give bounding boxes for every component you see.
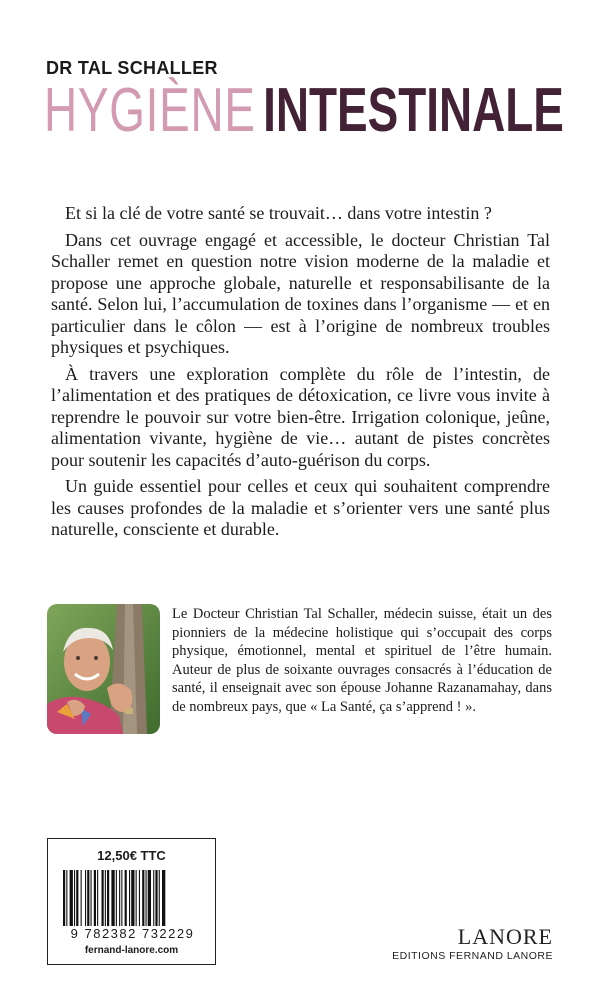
barcode-bar bbox=[125, 870, 127, 926]
barcode-bar bbox=[129, 870, 130, 926]
back-cover-blurb bbox=[51, 203, 550, 546]
website-label: fernand-lanore.com bbox=[84, 945, 179, 956]
barcode-bar bbox=[139, 870, 140, 926]
barcode-bar bbox=[105, 870, 106, 926]
barcode-bar bbox=[121, 870, 122, 926]
blurb-paragraph: Et si la clé de votre santé se trouvait… dans votre intestin ? bbox=[65, 203, 492, 223]
barcode-bar bbox=[162, 870, 165, 926]
barcode-bar bbox=[119, 870, 120, 926]
barcode-bar bbox=[116, 870, 117, 926]
barcode-bar bbox=[146, 870, 147, 926]
barcode-bar bbox=[155, 870, 157, 926]
publisher-logo: LANORE bbox=[457, 924, 553, 949]
book-title bbox=[44, 76, 564, 145]
barcode-bar bbox=[102, 870, 104, 926]
isbn-number: 9 782382 732229 bbox=[70, 926, 195, 941]
publisher-name: EDITIONS FERNAND LANORE bbox=[392, 950, 553, 962]
barcode-bar bbox=[148, 870, 151, 926]
title-part-2: INTESTINALE bbox=[263, 76, 564, 145]
barcode-bar bbox=[87, 870, 89, 926]
barcode-bar bbox=[91, 870, 92, 926]
blurb-paragraph: Dans cet ouvrage engagé et accessible, le docteur Christian Tal Schaller remet en question notre vision moderne de la maladie et propose une approche globale, naturelle et responsabilisante de la santé. Selon lui, l’accumulation de toxines dans l’organisme — et en particulier dans le côlon — est à l’origine de nombreux troubles physiques et psychiques. bbox=[51, 229, 550, 357]
barcode-bar bbox=[159, 870, 160, 926]
barcode-bar bbox=[94, 870, 96, 926]
barcode-bar bbox=[63, 870, 65, 926]
blurb-paragraph: À travers une exploration complète du rôle de l’intestin, de l’alimentation et des pratiques de détoxication, ce livre vous invite à reprendre le pouvoir sur votre bien-être. Irrigation colonique, jeûne, alimentation vivante, hygiène de vie… autant de pistes concrètes pour soutenir les capacités d’auto-guérison du corps. bbox=[51, 363, 550, 470]
barcode-bar bbox=[111, 870, 114, 926]
barcode-bar bbox=[70, 870, 73, 926]
barcode-bar bbox=[66, 870, 67, 926]
barcode-bar bbox=[85, 870, 86, 926]
barcode-bar bbox=[74, 870, 75, 926]
barcode bbox=[63, 870, 199, 926]
blurb-paragraph: Un guide essentiel pour celles et ceux qui souhaitent comprendre les causes profondes de la maladie et s’orienter vers une santé plus naturelle, consciente et durable. bbox=[51, 476, 550, 539]
author-bio: Le Docteur Christian Tal Schaller, médecin suisse, était un des pionniers de la médecine holistique qui s’occupait des corps physique, émotionnel, mental et spirituel de l’être humain. Auteur de plus de soixante ouvrages consacrés à l’éducation de santé, il enseignait avec son épouse Johanne Razanamahay, dans de nombreux pays, que « La Santé, ça s’apprend ! ». bbox=[172, 606, 552, 715]
barcode-bar bbox=[131, 870, 134, 926]
author-photo bbox=[47, 604, 160, 734]
barcode-panel bbox=[47, 838, 216, 965]
barcode-bar bbox=[142, 870, 144, 926]
barcode-bar bbox=[153, 870, 154, 926]
price-label: 12,50€ TTC bbox=[97, 848, 166, 863]
barcode-bar bbox=[76, 870, 78, 926]
barcode-bar bbox=[107, 870, 109, 926]
author-name: DR TAL SCHALLER bbox=[46, 58, 218, 78]
title-part-1: HYGIÈNE bbox=[44, 76, 256, 145]
barcode-bar bbox=[97, 870, 98, 926]
barcode-bar bbox=[81, 870, 82, 926]
barcode-bar bbox=[136, 870, 137, 926]
